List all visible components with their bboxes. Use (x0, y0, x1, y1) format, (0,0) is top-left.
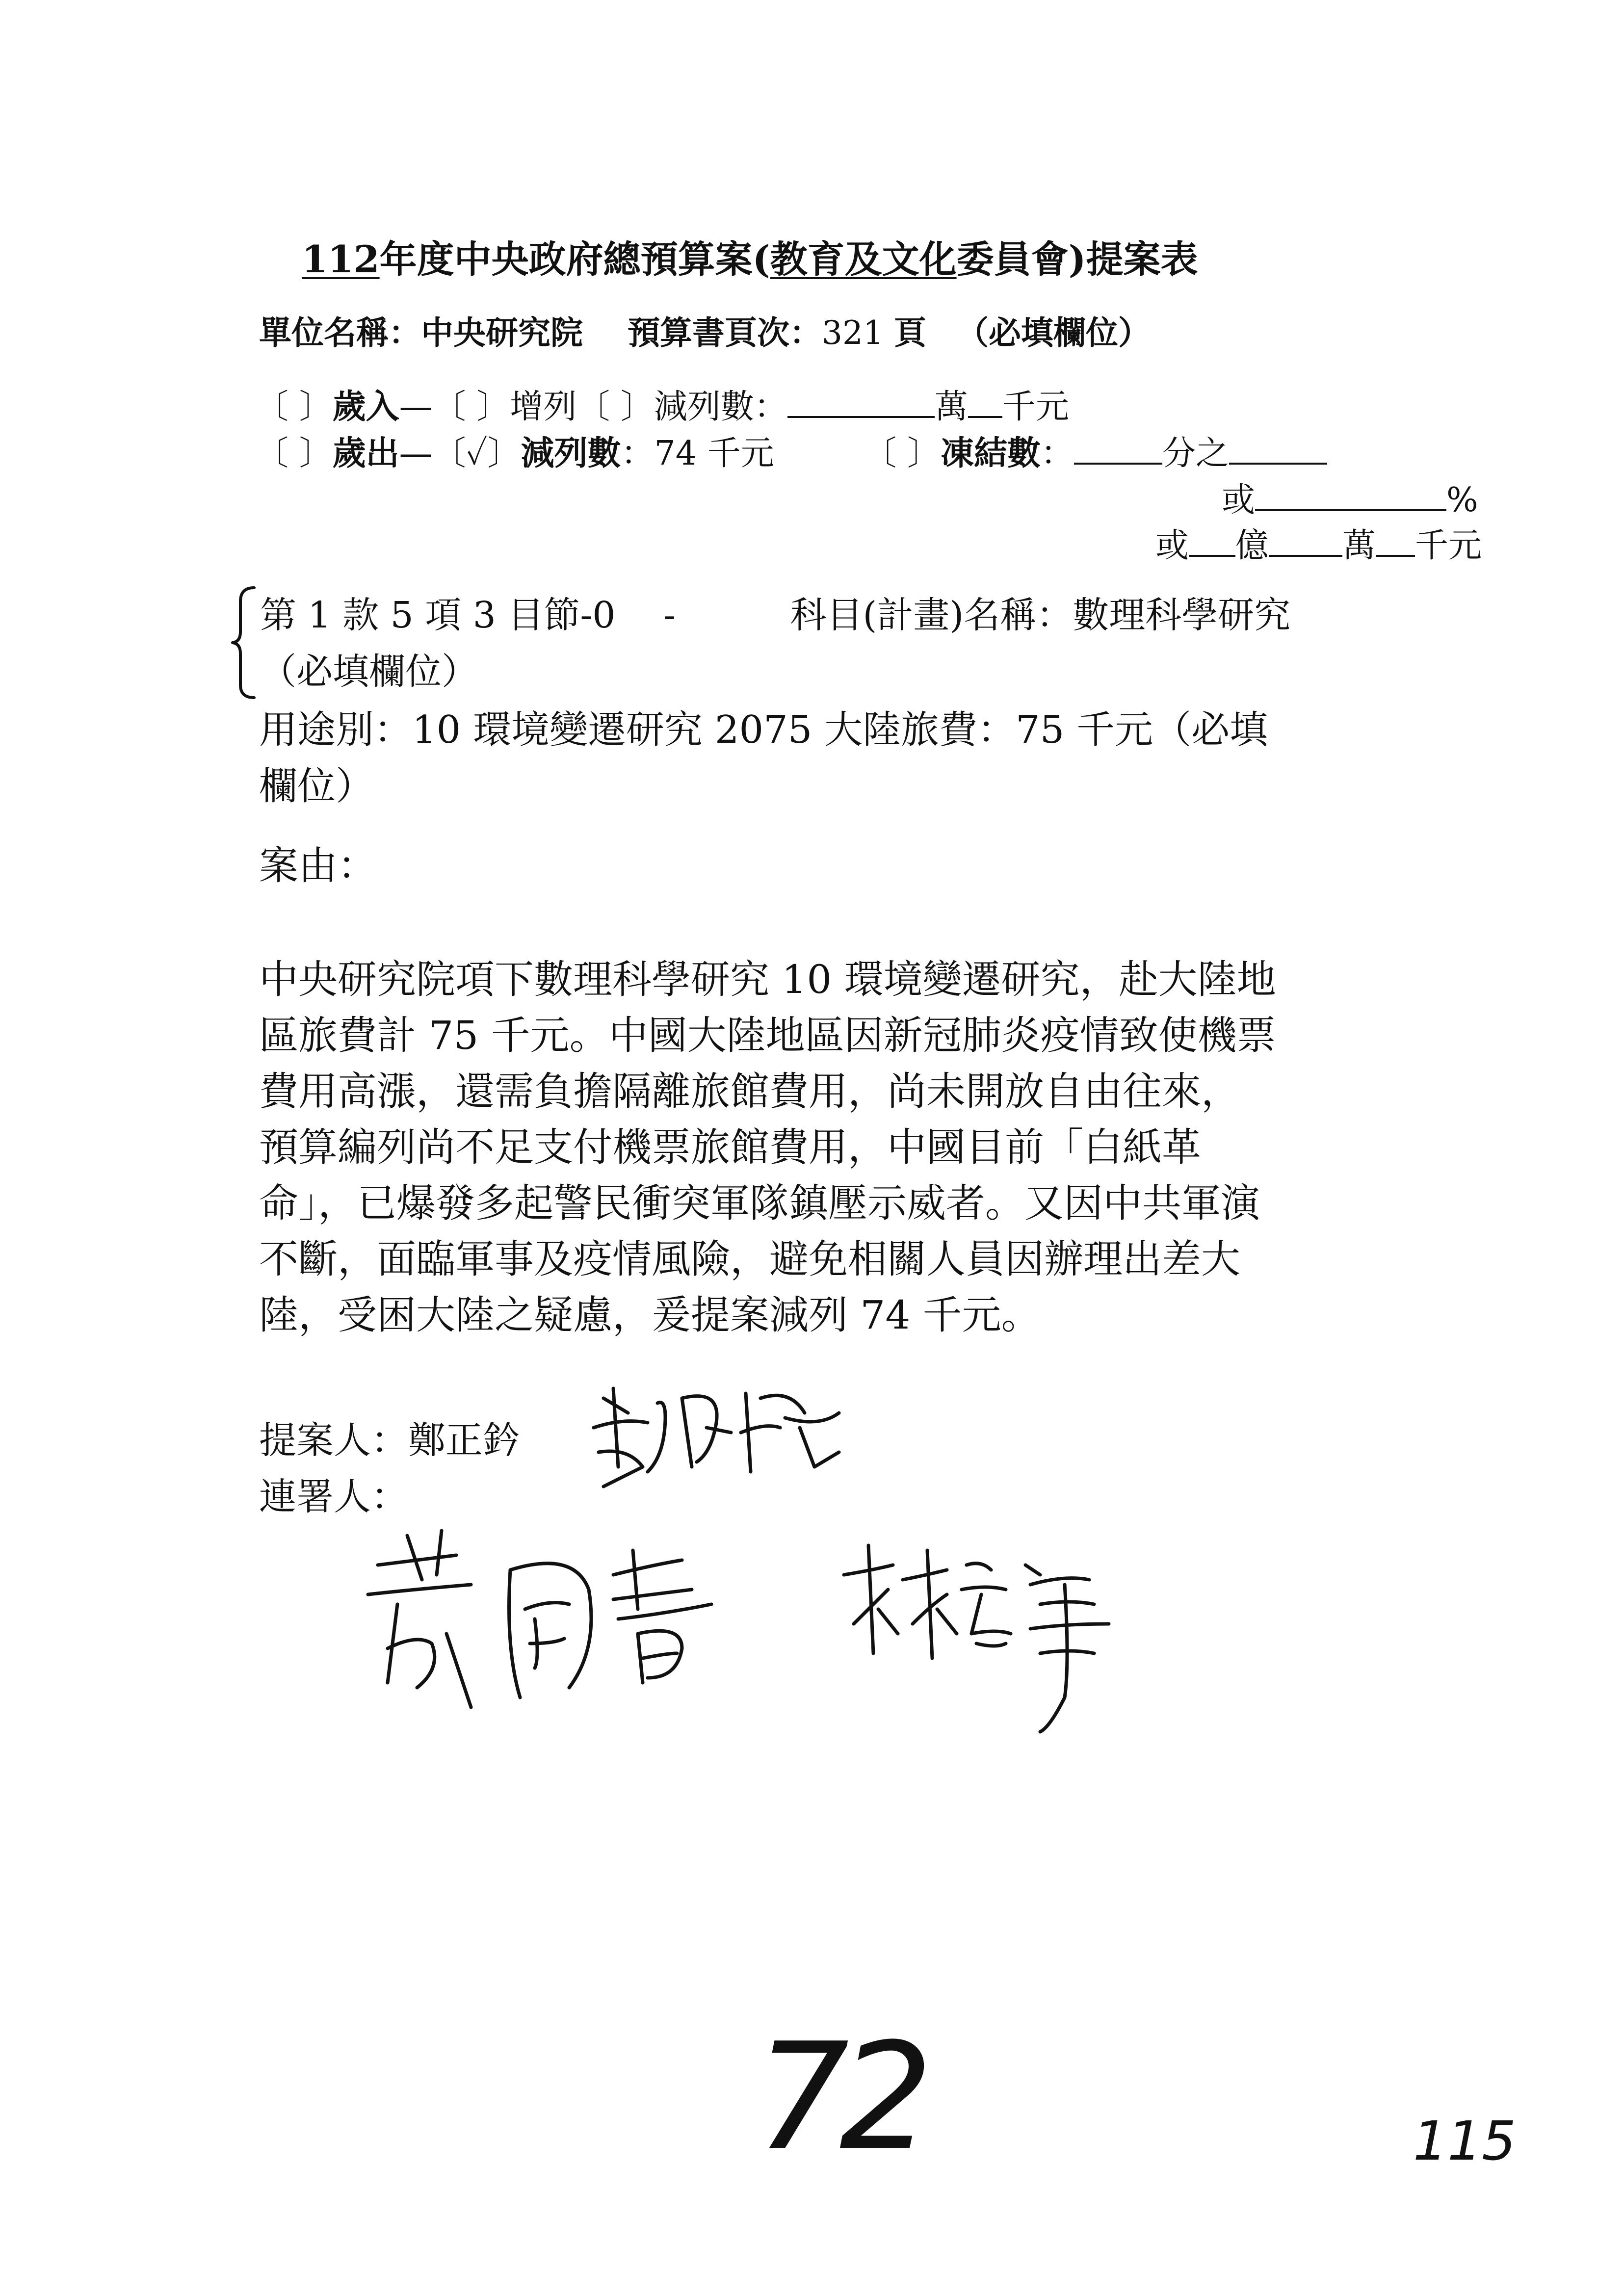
revenue-reduce-checkbox[interactable]: 〔 〕 (576, 388, 654, 426)
item-line (260, 586, 1290, 638)
item-bracket (230, 584, 259, 702)
budget-page: 321 (821, 314, 884, 352)
revenue-amount-blank[interactable] (787, 388, 935, 418)
reason-line: 不斷，面臨軍事及疫情風險，避免相關人員因辦理出差大 (259, 1236, 1240, 1282)
freeze-denominator-blank[interactable] (1074, 434, 1162, 465)
proposer-name: 鄭正鈐 (408, 1418, 520, 1462)
revenue-line: 〔 〕歲入—〔 〕增列〔 〕減列數： 萬 千元 (255, 387, 1069, 426)
reason-line: 預算編列尚不足支付機票旅館費用，中國目前「白紙革 (259, 1124, 1201, 1170)
or-amount-line: 或 億 萬 千元 (1155, 526, 1482, 565)
freeze-yi-blank[interactable] (1189, 526, 1235, 557)
expense-line: 〔 〕歲出—〔✓〕減列數：74 千元 〔 〕凍結數： 分之 (255, 427, 1327, 474)
freeze-checkbox[interactable]: 〔 〕 (863, 434, 941, 473)
freeze-wan-blank[interactable] (1269, 526, 1342, 557)
revenue-checkbox[interactable]: 〔 〕 (255, 388, 333, 426)
freeze-numerator-blank[interactable] (1229, 434, 1327, 465)
cosigner-signature-1 (358, 1521, 760, 1727)
expense-checkbox[interactable]: 〔 〕 (255, 434, 333, 473)
freeze-percent-blank[interactable] (1255, 481, 1446, 511)
title-year: 112 (302, 237, 380, 281)
reason-label: 案由： (259, 843, 377, 888)
required-note: （必填欄位） (956, 313, 1151, 352)
expense-reduce-checkbox[interactable]: 〔✓〕 (432, 434, 521, 473)
reason-line: 中央研究院項下數理科學研究 10 環境變遷研究，赴大陸地 (259, 957, 1276, 1002)
subject-name: 科目(計畫)名稱：數理科學研究 (790, 594, 1291, 636)
item-required: （必填欄位） (260, 651, 478, 693)
title-committee: 教育及文化 (770, 237, 957, 281)
reason-line: 費用高漲，還需負擔隔離旅館費用，尚未開放自由往來， (259, 1069, 1240, 1114)
proposer-signature (584, 1369, 859, 1496)
cosigner-label: 連署人： (259, 1475, 408, 1518)
or-percent-line: 或 % (1222, 481, 1478, 520)
handwritten-page-number: 115 (1413, 2110, 1516, 2172)
reason-line: 陸，受困大陸之疑慮，爰提案減列 74 千元。 (259, 1292, 1041, 1338)
reason-body (259, 952, 1276, 1343)
expense-reduce-amount: 74 千元 (654, 434, 774, 473)
unit-line: 單位名稱：中央研究院 預算書頁次：321 頁 （必填欄位） (259, 313, 1151, 352)
revenue-wan-blank[interactable] (968, 388, 1002, 418)
reason-line: 命」，已爆發多起警民衝突軍隊鎮壓示威者。又因中共軍演 (259, 1180, 1260, 1226)
proposer-line: 提案人：鄭正鈐 (259, 1418, 520, 1462)
usage-line-2: 欄位） (259, 764, 374, 809)
usage-line-1: 用途別：10 環境變遷研究 2075 大陸旅費：75 千元（必填 (259, 708, 1268, 752)
unit-name: 中央研究院 (421, 313, 583, 352)
handwritten-number: 72 (756, 2011, 923, 2183)
freeze-qian-blank[interactable] (1376, 526, 1415, 557)
page-title: 112年度中央政府總預算案(教育及文化委員會)提案表 (302, 237, 1198, 281)
revenue-add-checkbox[interactable]: 〔 〕 (432, 388, 510, 426)
item-code: 第 1 款 5 項 3 目節-0 - (260, 594, 676, 636)
cosigner-signature-2 (834, 1536, 1138, 1742)
reason-line: 區旅費計 75 千元。中國大陸地區因新冠肺炎疫情致使機票 (259, 1013, 1276, 1058)
